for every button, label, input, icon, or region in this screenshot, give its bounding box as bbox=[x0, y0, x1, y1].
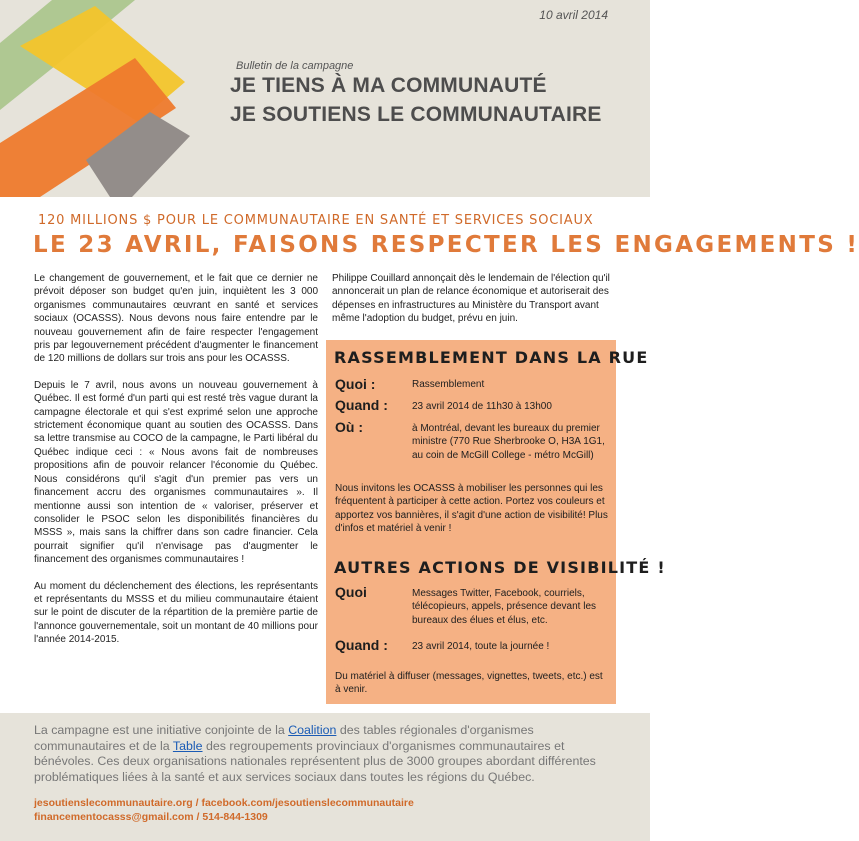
material-text: Du matériel à diffuser (messages, vignettes, tweets, etc.) est à venir. bbox=[335, 671, 603, 696]
article-headline: LE 23 AVRIL, FAISONS RESPECTER LES ENGAGEMENTS ! bbox=[33, 232, 859, 258]
when-value: 23 avril 2014 de 11h30 à 13h00 bbox=[412, 401, 552, 412]
what-value: Rassemblement bbox=[412, 379, 485, 390]
campaign-title-line2: JE SOUTIENS LE COMMUNAUTAIRE bbox=[230, 103, 602, 126]
campaign-logo bbox=[0, 0, 230, 197]
mobilization-text: Nous invitons les OCASSS à mobiliser les personnes qui les fréquentent à participer à cette action. Portez vos couleurs et apportez vos bannières, il s'agit d'une action de visibilité! Plus d'infos et matériel à venir ! bbox=[335, 483, 608, 535]
article-kicker: 120 MILLIONS $ POUR LE COMMUNAUTAIRE EN SANTÉ ET SERVICES SOCIAUX bbox=[38, 213, 594, 228]
campaign-title-line1: JE TIENS À MA COMMUNAUTÉ bbox=[230, 74, 547, 97]
article-paragraph-3: Au moment du déclenchement des élections, les représentants et représentants du MSSS et du milieu communautaire étaient sur le point de discuter de la répartition de la première partie de l'annonce gouvernementale, soit un montant de 40 millions pour l'année 2014-2015. bbox=[34, 580, 318, 646]
footer-text-part3: des regroupements provinciaux d'organismes communautaires et bénévoles. Ces deux organisations nationales représentent plus de 3000 groupes abordant différentes problématiques liées à la santé et aux services sociaux dans toutes les régions du Québec. bbox=[34, 738, 596, 784]
when-label: Quand : bbox=[335, 397, 388, 413]
article-paragraph-1: Le changement de gouvernement, et le fait que ce dernier ne prévoit déposer son budget qu'en juin, inquiètent les 3 000 organismes communautaires œuvrant en santé et services sociaux (OCASSS). Nous devons nous faire entendre par le nouveau gouvernement afin de faire respecter l'engagement pris par legouvernement précédent d'augmenter le financement de 120 millions de dollars sur trois ans pour les OCASSS. bbox=[34, 273, 318, 365]
article-right-paragraph: Philippe Couillard annonçait dès le lendemain de l'élection qu'il annoncerait un plan de relance économique et autoriserait des dépenses en infrastructures au Ministère du Transport avant même l'adoption du budget, prévu en juin. bbox=[332, 273, 610, 325]
article-paragraph-2: Depuis le 7 avril, nous avons un nouveau gouvernement à Québec. Il est formé d'un parti qui est resté très vague durant la campagne électorale et qui s'est exprimé selon une approche strictement économique quant au soutien des OCASSS. Dans sa lettre transmise au COCO de la campagne, le Parti libéral du Québec indique ceci : « Nous avons fait de nombreuses propositions afin de pouvoir relancer l'économie du Québec. Nous considérons qu'il s'agit d'un premier pas vers un financement accru des organismes communautaires ». Il mentionne aussi son intention de « valoriser, préserver et consolider le PSOC selon les disponibilités financières du MSSS », mais sans la chiffrer dans son cadre financier. Cela pourrait signifier qu'il n'envisage pas d'augmenter le financement des organismes communautaires ! bbox=[34, 379, 318, 566]
contact-info[interactable]: financementocasss@gmail.com / 514-844-1309 bbox=[34, 811, 268, 823]
when2-value: 23 avril 2014, toute la journée ! bbox=[412, 641, 550, 652]
footer-text-part1: La campagne est une initiative conjointe de la bbox=[34, 723, 289, 737]
footer-text-part2: des tables régionales d'organismes communautaires et de la bbox=[34, 723, 534, 753]
table-link[interactable]: Table bbox=[172, 738, 203, 753]
rally-heading: RASSEMBLEMENT DANS LA RUE bbox=[334, 348, 649, 367]
what-label: Quoi : bbox=[335, 376, 376, 392]
what2-value: Messages Twitter, Facebook, courriels, télécopieurs, appels, présence devant les bureaux des élues et élus, etc. bbox=[412, 588, 597, 626]
visibility-heading: AUTRES ACTIONS DE VISIBILITÉ ! bbox=[334, 558, 666, 577]
when2-label: Quand : bbox=[335, 637, 388, 653]
coalition-link[interactable]: Coalition bbox=[288, 723, 337, 737]
header-banner bbox=[0, 0, 650, 197]
bulletin-subtitle: Bulletin de la campagne bbox=[236, 60, 354, 72]
where-label: Où : bbox=[335, 419, 363, 435]
footer bbox=[0, 713, 650, 841]
website-links[interactable]: jesoutienslecommunautaire.org / facebook.com/jesoutienslecommunautaire bbox=[34, 797, 414, 809]
issue-date: 10 avril 2014 bbox=[539, 8, 608, 22]
event-info-box bbox=[326, 340, 666, 704]
footer-description bbox=[34, 723, 620, 785]
article-left-column bbox=[34, 272, 318, 660]
where-value: à Montréal, devant les bureaux du premier ministre (770 Rue Sherbrooke O, H3A 1G1, au coin de McGill College - métro McGill) bbox=[412, 423, 605, 461]
what2-label: Quoi bbox=[335, 584, 367, 600]
